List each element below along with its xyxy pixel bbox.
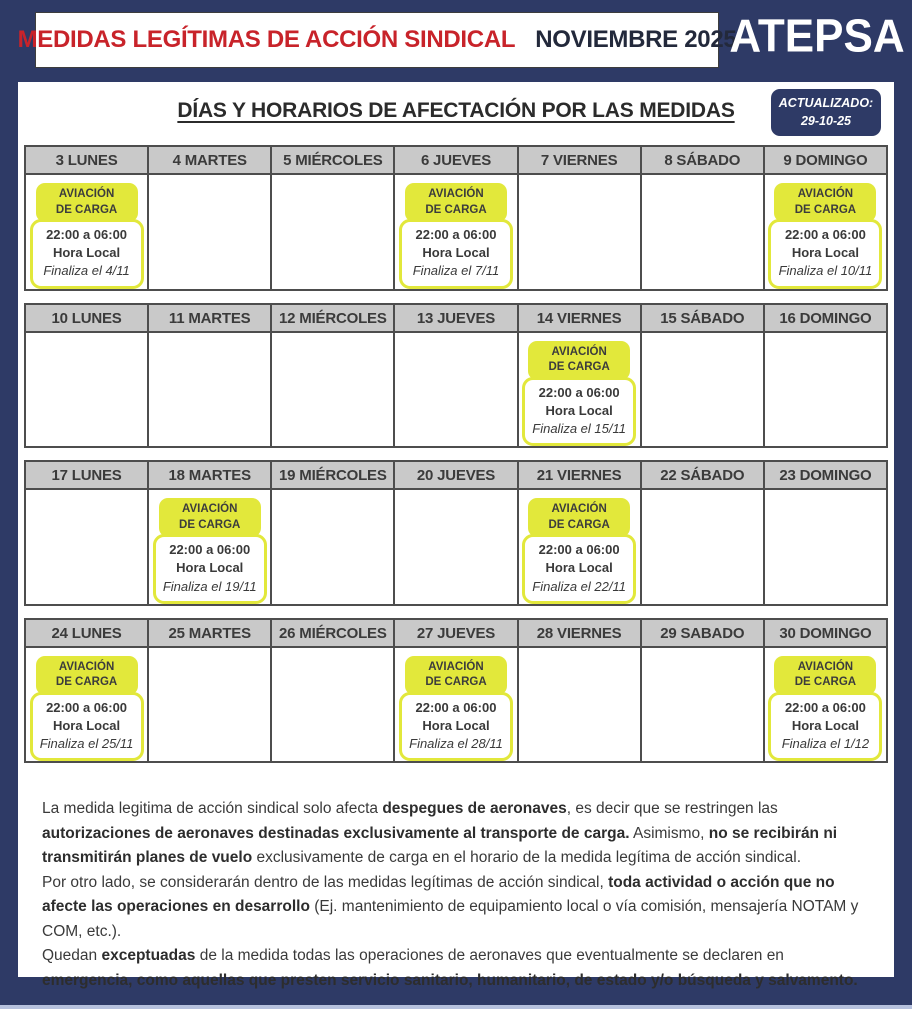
day-cell [271,332,394,448]
badge-text: AVIACIÓN [428,660,484,673]
note-segment: , es decir que se restringen las [566,800,778,818]
day-header: 6 JUEVES [394,146,517,174]
note-segment: (Ej. mantenimiento de equipamiento local o vía comisión, mensajería NOTAM y COM, etc.). [42,898,859,940]
note-paragraph [42,797,870,870]
day-cell [518,489,641,605]
day-header: 27 JUEVES [394,619,517,647]
panel-head [18,82,894,145]
header-month: NOVIEMBRE 2025 [535,26,737,53]
day-header: 29 SABADO [641,619,764,647]
event-card [765,656,886,762]
cargo-aviation-badge [36,183,138,222]
day-header: 7 VIERNES [518,146,641,174]
event-timezone: Hora Local [545,560,613,576]
note-segment: Asimismo, [629,824,709,842]
event-time-box [768,219,882,289]
day-cell [148,647,271,763]
event-time: 22:00 a 06:00 [415,227,497,243]
day-cell [764,489,887,605]
note-segment: Por otro lado, se considerarán dentro de las medidas legítimas de acción sindical, [42,873,609,891]
day-header: 14 VIERNES [518,304,641,332]
week-table [24,145,888,291]
event-ends: Finaliza el 4/11 [43,263,130,279]
note-segment: autorizaciones de aeronaves destinadas exclusivamente al transporte de carga. [42,824,630,842]
cargo-aviation-badge [528,341,630,380]
week-table [24,460,888,606]
badge-text: AVIACIÓN [58,188,115,200]
event-time-box [768,692,882,762]
header-title: MEDIDAS LEGÍTIMAS DE ACCIÓN SINDICAL [17,26,516,53]
event-time-box [30,219,144,289]
cargo-aviation-badge [528,498,630,537]
day-cell [394,174,517,290]
badge-text: AVIACIÓN [551,503,607,516]
day-cell [764,647,887,763]
day-cell [641,332,764,448]
updated-date: 29-10-25 [800,114,852,129]
day-header: 22 SÁBADO [641,461,764,489]
day-header: 8 SÁBADO [641,146,764,174]
note-segment: no se recibirán ni transmitirán planes de vuelo [42,824,838,867]
badge-text: AVIACIÓN [797,188,854,200]
day-header: 5 MIÉRCOLES [271,146,394,174]
badge-text: DE CARGA [425,676,487,689]
day-cell [641,174,764,290]
day-cell [25,332,148,448]
note-segment: Quedan [42,947,102,965]
note-segment: La medida legitima de acción sindical solo afecta [42,800,383,818]
event-timezone: Hora Local [52,245,121,261]
event-timezone: Hora Local [791,245,860,261]
atepsa-logo: ATEPSA [729,10,905,63]
event-time: 22:00 a 06:00 [784,227,866,243]
day-cell [25,174,148,290]
event-ends: Finaliza el 15/11 [532,421,626,436]
badge-text: DE CARGA [794,676,857,689]
event-ends: Finaliza el 25/11 [39,736,134,752]
day-header: 18 MARTES [148,461,271,489]
event-card [395,656,516,762]
event-ends: Finaliza el 28/11 [409,736,503,752]
badge-text: AVIACIÓN [428,188,484,200]
day-cell [148,332,271,448]
day-header: 13 JUEVES [394,304,517,332]
day-header: 12 MIÉRCOLES [271,304,394,332]
event-time: 22:00 a 06:00 [784,699,866,715]
event-time-box [30,692,144,762]
event-ends: Finaliza el 1/12 [781,736,870,752]
badge-text: DE CARGA [55,203,118,216]
event-card [765,183,886,289]
header-title-box [17,12,737,68]
note-paragraph [42,944,870,993]
day-header: 11 MARTES [148,304,271,332]
day-cell [25,647,148,763]
notes [18,775,894,993]
day-cell [394,489,517,605]
event-time: 22:00 a 06:00 [46,699,128,715]
day-cell [641,489,764,605]
day-header: 10 LUNES [25,304,148,332]
cargo-aviation-badge [405,183,507,222]
event-time-box [153,534,267,604]
day-header: 20 JUEVES [394,461,517,489]
day-cell [518,332,641,448]
event-time: 22:00 a 06:00 [169,542,251,558]
day-cell [394,332,517,448]
week-table [24,618,888,764]
day-cell [148,489,271,605]
badge-text: AVIACIÓN [551,345,607,358]
day-cell [764,332,887,448]
day-header: 21 VIERNES [518,461,641,489]
calendar [18,145,894,763]
event-timezone: Hora Local [422,718,490,733]
day-cell [271,174,394,290]
badge-text: DE CARGA [179,518,241,531]
cargo-aviation-badge [405,656,507,695]
top-header [0,0,912,82]
event-ends: Finaliza el 7/11 [412,263,500,279]
day-header: 24 LUNES [25,619,148,647]
note-segment: de la medida todas las operaciones de aeronaves que eventualmente se declaren en [195,947,784,965]
note-segment: toda actividad o acción que no afecte las operaciones en desarrollo [42,873,835,916]
day-cell [641,647,764,763]
badge-text: DE CARGA [548,518,610,531]
day-header: 25 MARTES [148,619,271,647]
note-paragraph [42,871,870,944]
content-panel [18,82,894,989]
day-header: 4 MARTES [148,146,271,174]
event-time-box [522,534,636,604]
badge-text: DE CARGA [548,361,610,374]
day-cell [394,647,517,763]
event-card [395,183,516,289]
event-timezone: Hora Local [791,718,860,733]
event-card [149,498,270,604]
day-header: 3 LUNES [25,146,148,174]
week-table [24,303,888,449]
day-header: 15 SÁBADO [641,304,764,332]
updated-label: ACTUALIZADO: [778,96,874,110]
note-segment: exceptuadas [101,947,196,965]
day-header: 30 DOMINGO [764,619,887,647]
event-time-box [522,377,636,447]
updated-badge [771,89,881,136]
event-ends: Finaliza el 10/11 [778,263,873,279]
bottom-strip [0,1005,912,1009]
badge-text: AVIACIÓN [58,660,115,673]
cargo-aviation-badge [774,656,876,695]
day-cell [518,647,641,763]
day-header: 19 MIÉRCOLES [271,461,394,489]
cargo-aviation-badge [159,498,261,537]
event-card [519,498,640,604]
event-time-box [399,692,513,762]
day-cell [25,489,148,605]
event-timezone: Hora Local [545,402,613,418]
cargo-aviation-badge [774,183,876,222]
badge-text: AVIACIÓN [182,503,238,516]
badge-text: DE CARGA [794,203,857,216]
day-cell [518,174,641,290]
event-time-box [399,219,513,289]
event-timezone: Hora Local [52,718,121,733]
event-card [26,656,147,762]
event-card [519,341,640,447]
cargo-aviation-badge [36,656,138,695]
day-header: 9 DOMINGO [764,146,887,174]
note-segment: despegues de aeronaves [382,800,567,818]
event-time: 22:00 a 06:00 [538,384,620,400]
badge-text: DE CARGA [55,676,118,689]
day-header: 26 MIÉRCOLES [271,619,394,647]
day-header: 17 LUNES [25,461,148,489]
event-timezone: Hora Local [176,560,244,576]
event-timezone: Hora Local [422,245,490,261]
event-time: 22:00 a 06:00 [538,542,620,558]
event-ends: Finaliza el 19/11 [162,578,257,594]
day-cell [271,489,394,605]
badge-text: DE CARGA [425,203,487,216]
note-segment: emergencia, como aquellas que presten servicio sanitario, humanitario, de estado y/o búsqueda y salvamento. [42,971,858,989]
day-header: 28 VIERNES [518,619,641,647]
page-title: DÍAS Y HORARIOS DE AFECTACIÓN POR LAS MEDIDAS [177,99,735,122]
day-header: 23 DOMINGO [764,461,887,489]
note-segment: exclusivamente de carga en el horario de la medida legítima de acción sindical. [252,849,802,867]
day-cell [271,647,394,763]
badge-text: AVIACIÓN [797,660,854,673]
event-ends: Finaliza el 22/11 [532,578,626,594]
day-cell [764,174,887,290]
event-time: 22:00 a 06:00 [415,699,497,715]
day-cell [148,174,271,290]
event-card [26,183,147,289]
day-header: 16 DOMINGO [764,304,887,332]
event-time: 22:00 a 06:00 [46,227,128,243]
